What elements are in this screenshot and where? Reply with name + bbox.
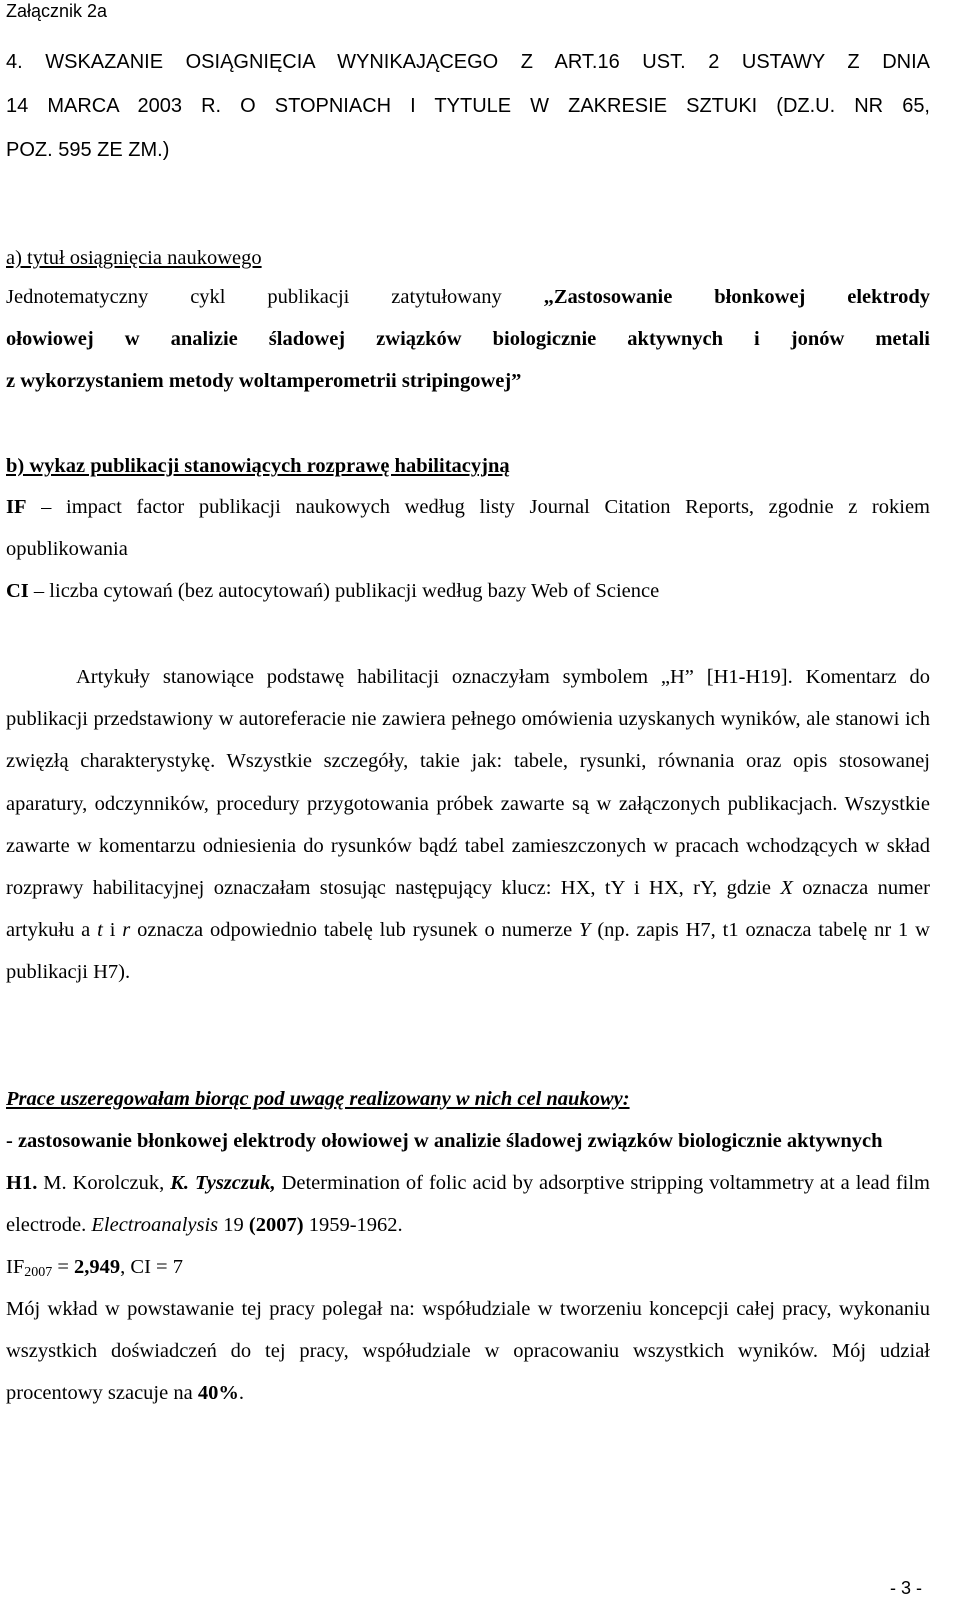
- main-paragraph-text-2: oznacza numer artykułu a: [6, 877, 930, 942]
- ci-abbreviation: CI: [6, 580, 29, 602]
- if-value: 2,949: [74, 1256, 121, 1278]
- ci-value: , CI = 7: [120, 1256, 183, 1278]
- publication-author-2: K. Tyszczuk,: [170, 1172, 276, 1194]
- main-paragraph: [6, 656, 930, 994]
- section-a-heading: a) tytuł osiągnięcia naukowego: [6, 247, 262, 269]
- if-definition-text: – impact factor publikacji naukowych według listy Journal Citation Reports, zgodnie z rokiem opublikowania: [6, 496, 930, 560]
- contribution-text: Mój wkład w powstawanie tej pracy polegał na: współudziale w tworzeniu koncepcji całej pracy, wykonaniu wszystkich doświadczeń do tej pracy, współudziale w opracowaniu wszystkich wyników. Mój udział procentowy szacuje na: [6, 1298, 930, 1404]
- var-y: Y: [579, 919, 591, 942]
- publication-pages: 1959-1962.: [303, 1214, 403, 1236]
- achievement-intro: Jednotematyczny cykl publikacji zatytułowany: [6, 286, 544, 308]
- ordering-heading: Prace uszeregowałam biorąc pod uwagę realizowany w nich cel naukowy:: [6, 1088, 630, 1110]
- main-paragraph-text-4: oznacza odpowiednio tabelę lub rysunek o numerze: [130, 919, 580, 942]
- publication-volume: 19: [218, 1214, 249, 1236]
- achievement-title-part-2: ołowiowej w analizie śladowej związków biologicznie aktywnych i jonów metali: [6, 328, 930, 350]
- if-equals: =: [52, 1256, 75, 1278]
- section-b-heading: b) wykaz publikacji stanowiących rozprawę habilitacyjną: [6, 455, 510, 477]
- section-4-line-1: 4. WSKAZANIE OSIĄGNIĘCIA WYNIKAJĄCEGO Z ART.16 UST. 2 USTAWY Z DNIA: [6, 51, 930, 73]
- contribution: [6, 1288, 930, 1414]
- publication-author-1: M. Korolczuk,: [37, 1172, 171, 1194]
- publication-title: Determination of folic acid by adsorptive stripping voltammetry at a lead film electrode.: [6, 1172, 930, 1236]
- ci-definition-text: – liczba cytowań (bez autocytowań) publikacji według bazy Web of Science: [28, 580, 660, 602]
- main-paragraph-text-1: Artykuły stanowiące podstawę habilitacji oznaczyłam symbolem „H” [H1-H19]. Komentarz do publikacji przedstawiony w autoreferacie nie zawiera pełnego omówienia uzyskanych wyników, ale stanowi ich zwięzłą charakterystykę. Wszystkie szczegóły, takie jak: tabele, rysunki, równania oraz opis stosowanej aparatury, odczynników, procedury przygotowania próbek zawarte są w załączonych publikacjach. Wszystkie zawarte w komentarzu odniesienia do rysunków bądź tabel zamieszczonych w pracach wchodzących w skład rozprawy habilitacyjnej oznaczałam stosując następujący klucz: HX, tY i HX, rY, gdzie: [6, 666, 930, 900]
- var-t: t: [97, 919, 103, 942]
- section-4-line-2: 14 MARCA 2003 R. O STOPNIACH I TYTULE W ZAKRESIE SZTUKI (DZ.U. NR 65,: [6, 95, 930, 117]
- research-topic: - zastosowanie błonkowej elektrody ołowiowej w analizie śladowej związków biologicznie aktywnych: [6, 1130, 883, 1152]
- achievement-title-part-3: z wykorzystaniem metody woltamperometrii stripingowej”: [6, 370, 522, 392]
- attachment-label: Załącznik 2a: [6, 1, 108, 21]
- main-paragraph-text-3: i: [102, 919, 123, 942]
- publication-year: (2007): [248, 1214, 304, 1236]
- section-a-line-1: [6, 276, 930, 318]
- section-b-body: [6, 486, 930, 612]
- var-x: X: [780, 877, 793, 900]
- ci-definition: [6, 570, 930, 612]
- publication-metrics: [6, 1246, 930, 1288]
- if-abbreviation: IF: [6, 496, 27, 518]
- section-4-line-3: POZ. 595 ZE ZM.): [6, 139, 170, 161]
- publication-h1: [6, 1162, 930, 1246]
- contribution-end: .: [238, 1382, 244, 1404]
- if-label: IF: [6, 1256, 25, 1278]
- main-paragraph-text-5: (np. zapis H7, t1 oznacza tabelę nr 1 w publikacji H7).: [6, 919, 930, 984]
- section-4-heading: [6, 40, 930, 172]
- achievement-title-part-1: „Zastosowanie błonkowej elektrody: [543, 286, 930, 308]
- var-r: r: [122, 919, 131, 942]
- publication-id: H1.: [6, 1172, 38, 1194]
- if-definition: [6, 486, 930, 570]
- if-year: 2007: [24, 1265, 53, 1280]
- publication-journal: Electroanalysis: [91, 1214, 219, 1236]
- contribution-percent: 40%: [197, 1382, 239, 1404]
- page-number: - 3 -: [889, 1578, 922, 1598]
- section-a-body: [6, 276, 930, 402]
- ordering-section: [6, 1078, 930, 1414]
